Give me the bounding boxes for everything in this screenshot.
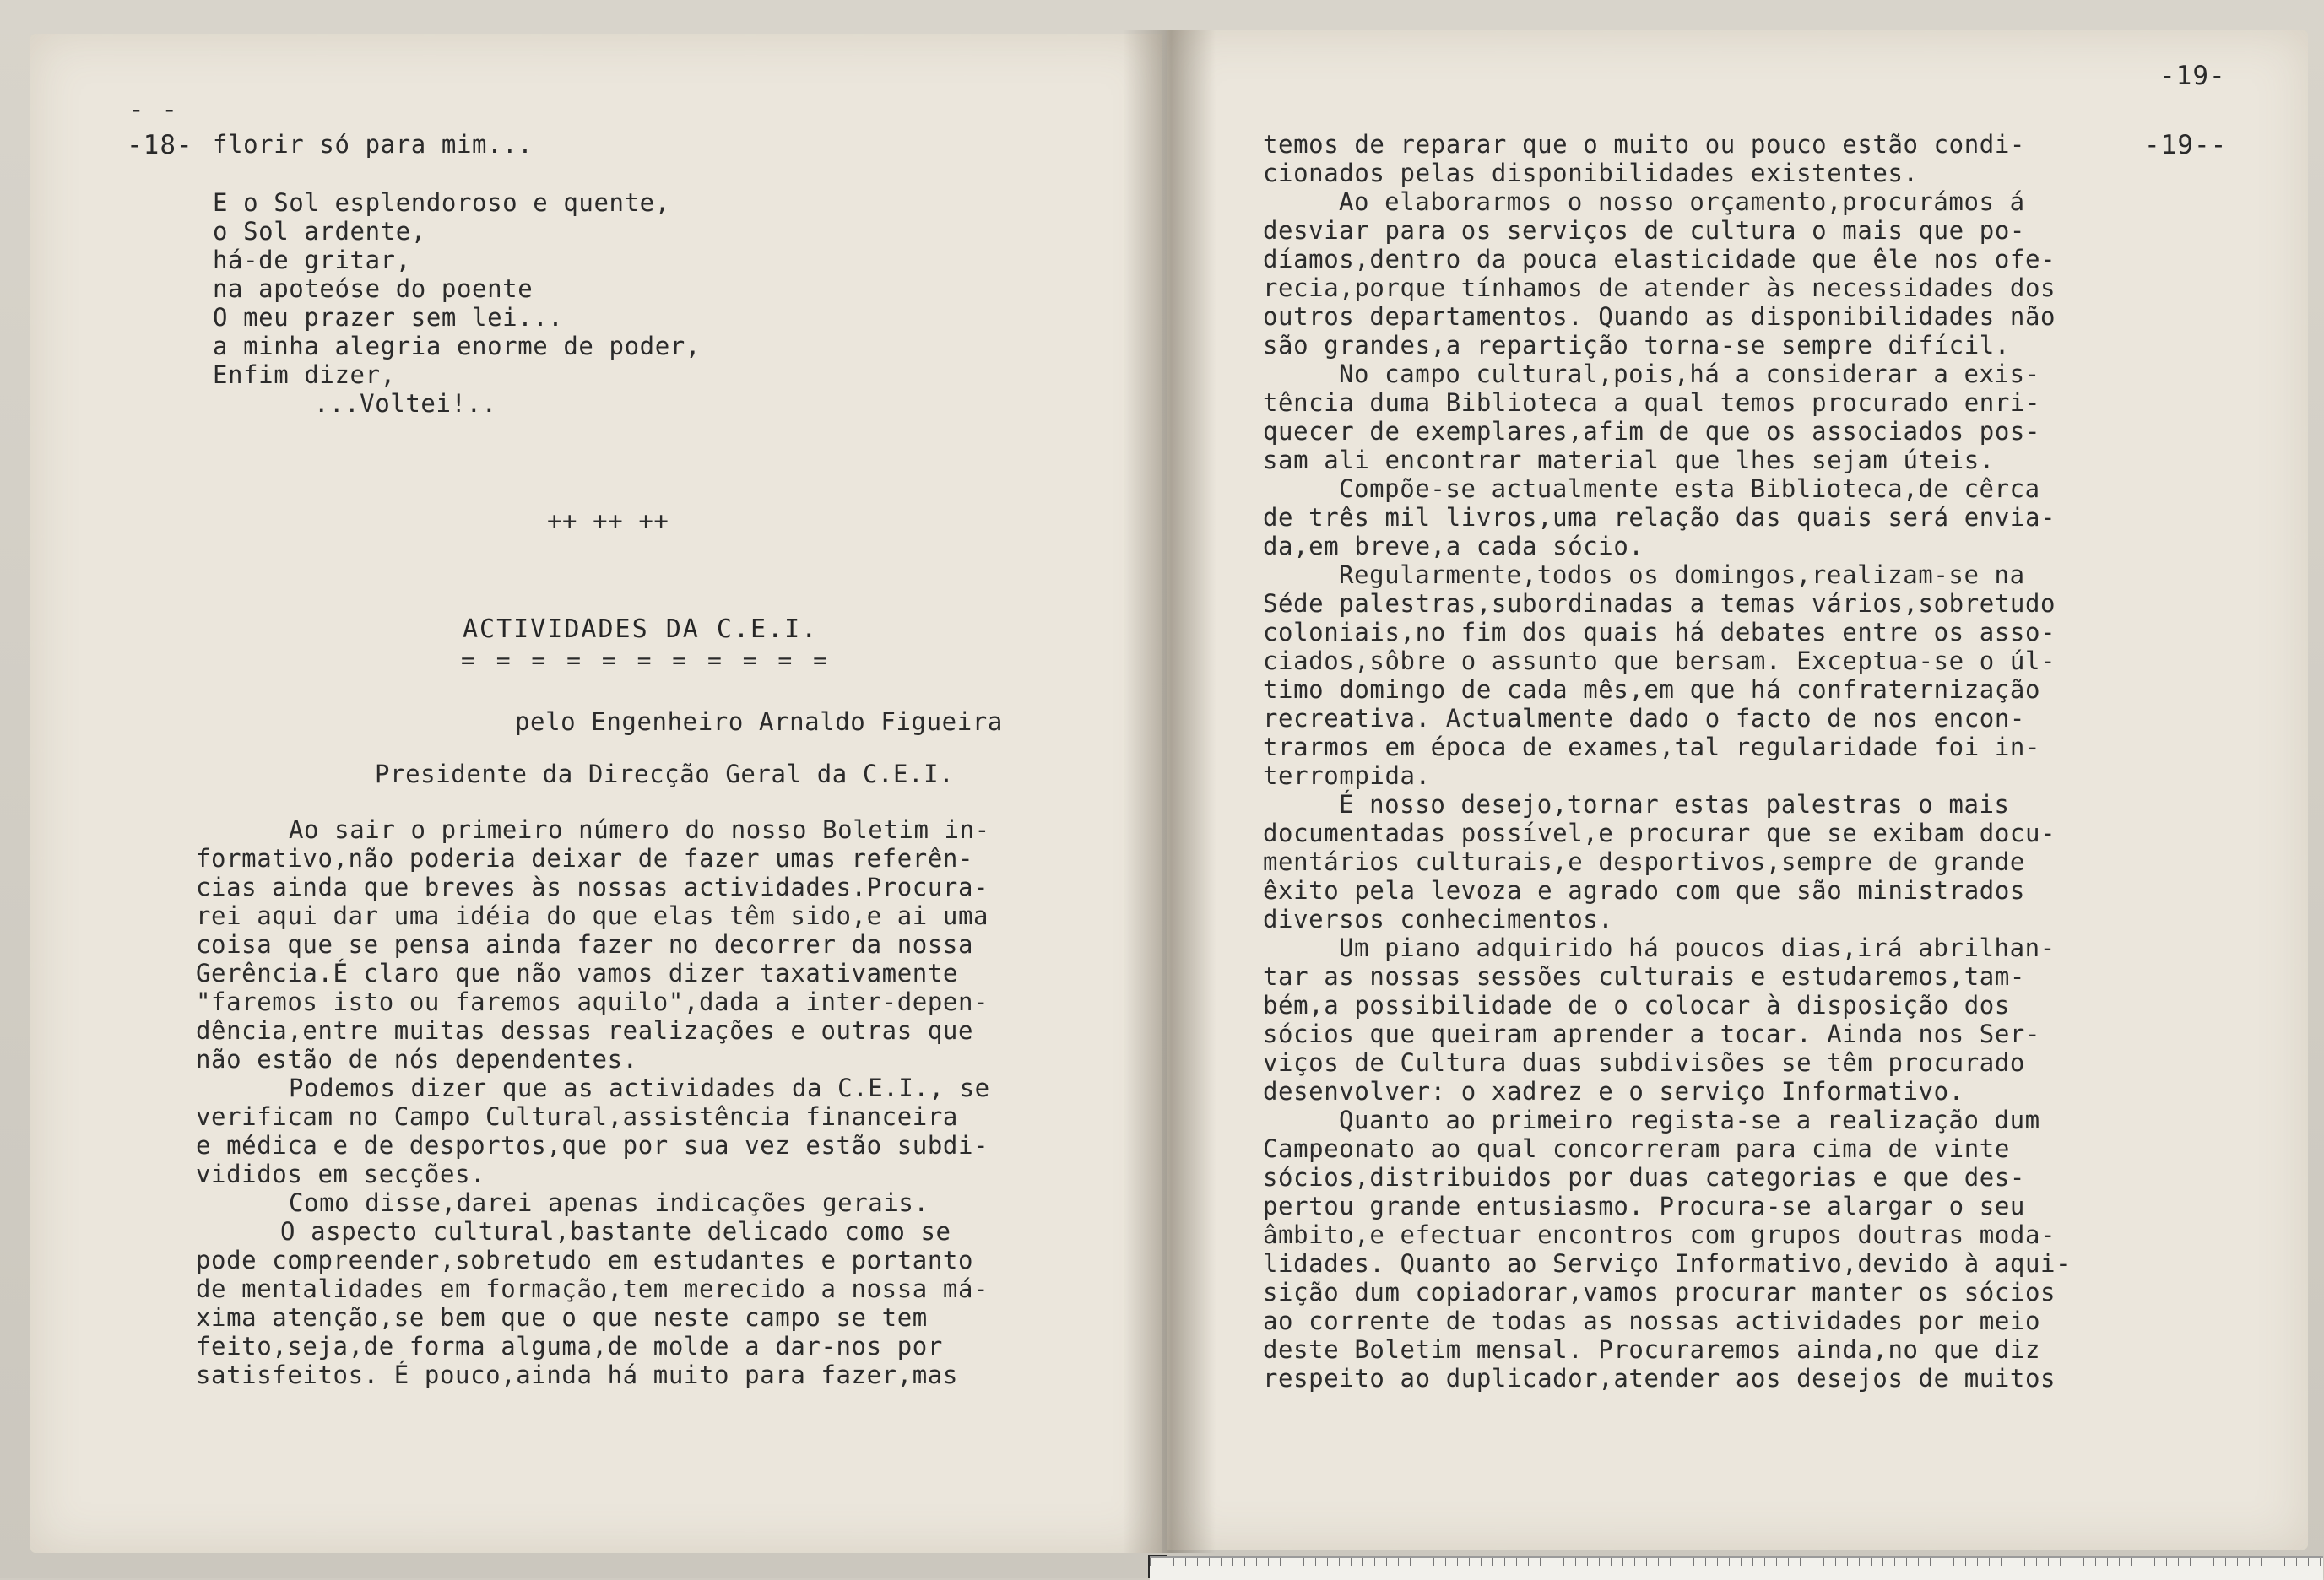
- text-line: verificam no Campo Cultural,assistência financeira: [196, 1102, 958, 1131]
- text-line: xima atenção,se bem que o que neste campo se tem: [196, 1303, 928, 1332]
- text-line: Um piano adquirido há poucos dias,irá abrilhan-: [1339, 933, 2056, 962]
- text-line: documentadas possível,e procurar que se exibam docu-: [1263, 819, 2056, 847]
- poem-line: Enfim dizer,: [213, 360, 396, 389]
- text-line: Podemos dizer que as actividades da C.E.I., se: [289, 1074, 990, 1102]
- text-line: sócios que queiram aprender a tocar. Ainda nos Ser-: [1263, 1020, 2041, 1048]
- title-underline: = = = = = = = = = = =: [461, 647, 832, 674]
- text-line: pertou grande entusiasmo. Procura-se alargar o seu: [1263, 1192, 2025, 1220]
- text-line: quecer de exemplares,afim de que os associados pos-: [1263, 417, 2041, 446]
- text-line: tar as nossas sessões culturais e estudaremos,tam-: [1263, 962, 2025, 991]
- text-line: coisa que se pensa ainda fazer no decorrer da nossa: [196, 930, 974, 959]
- poem-line: florir só para mim...: [213, 130, 534, 159]
- text-line: recia,porque tínhamos de atender às necessidades dos: [1263, 273, 2056, 302]
- poem-line: na apoteóse do poente: [213, 274, 534, 303]
- text-line: coloniais,no fim dos quais há debates entre os asso-: [1263, 618, 2056, 647]
- text-line: "faremos isto ou faremos aquilo",dada a inter-depen-: [196, 988, 989, 1016]
- text-line: mentários culturais,e desportivos,sempre de grande: [1263, 847, 2025, 876]
- left-page-number: -18-: [127, 130, 193, 160]
- text-line: são grandes,a repartição torna-se sempre difícil.: [1263, 331, 2010, 360]
- right-page-number: -19--: [2144, 130, 2228, 160]
- text-line: desenvolver: o xadrez e o serviço Informativo.: [1263, 1077, 1964, 1106]
- text-line: e médica e de desportos,que por sua vez estão subdi-: [196, 1131, 989, 1160]
- text-line: feito,seja,de forma alguma,de molde a dar-nos por: [196, 1332, 943, 1361]
- text-line: O aspecto cultural,bastante delicado como se: [280, 1217, 951, 1246]
- text-line: sição dum copiadorar,vamos procurar manter os sócios: [1263, 1278, 2056, 1307]
- text-line: deste Boletim mensal. Procuraremos ainda,no que diz: [1263, 1335, 2041, 1364]
- text-line: não estão de nós dependentes.: [196, 1045, 638, 1074]
- poem-line: ...Voltei!..: [314, 389, 497, 418]
- text-line: êxito pela levoza e agrado com que são ministrados: [1263, 876, 2025, 905]
- text-line: rei aqui dar uma idéia do que elas têm sido,e ai uma: [196, 901, 989, 930]
- text-line: de mentalidades em formação,tem merecido a nossa má-: [196, 1274, 989, 1303]
- article-title: ACTIVIDADES DA C.E.I.: [463, 614, 819, 644]
- text-line: formativo,não poderia deixar de fazer umas referên-: [196, 844, 974, 873]
- text-line: dência,entre muitas dessas realizações e outras que: [196, 1016, 974, 1045]
- text-line: cias ainda que breves às nossas actividades.Procura-: [196, 873, 989, 901]
- text-line: Ao sair o primeiro número do nosso Boletim in-: [289, 815, 990, 844]
- scale-ruler: [1150, 1556, 2323, 1580]
- poem-line: a minha alegria enorme de poder,: [213, 332, 701, 360]
- text-line: Quanto ao primeiro regista-se a realização dum: [1339, 1106, 2040, 1134]
- text-line: ao corrente de todas as nossas actividades por meio: [1263, 1307, 2041, 1335]
- text-line: âmbito,e efectuar encontros com grupos doutras moda-: [1263, 1220, 2056, 1249]
- article-author: pelo Engenheiro Arnaldo Figueira: [515, 707, 1003, 736]
- text-line: da,em breve,a cada sócio.: [1263, 532, 1644, 560]
- text-line: respeito ao duplicador,atender aos desejos de muitos: [1263, 1364, 2056, 1393]
- left-page-number-marks: - -: [128, 95, 178, 125]
- poem-line: O meu prazer sem lei...: [213, 303, 564, 332]
- right-page-number-top: -19-: [2159, 61, 2226, 91]
- text-line: lidades. Quanto ao Serviço Informativo,devido à aqui-: [1263, 1249, 2072, 1278]
- book-gutter: [1123, 30, 1216, 1553]
- text-line: tência duma Biblioteca a qual temos procurado enri-: [1263, 388, 2041, 417]
- text-line: satisfeitos. É pouco,ainda há muito para fazer,mas: [196, 1361, 958, 1389]
- text-line: vididos em secções.: [196, 1160, 486, 1188]
- author-role: Presidente da Direcção Geral da C.E.I.: [375, 760, 955, 788]
- text-line: desviar para os serviços de cultura o mais que po-: [1263, 216, 2025, 245]
- text-line: temos de reparar que o muito ou pouco estão condi-: [1263, 130, 2025, 159]
- text-line: terrompida.: [1263, 761, 1431, 790]
- poem-line: E o Sol esplendoroso e quente,: [213, 188, 670, 217]
- text-line: ciados,sôbre o assunto que bersam. Exceptua-se o úl-: [1263, 647, 2056, 675]
- text-line: recreativa. Actualmente dado o facto de nos encon-: [1263, 704, 2025, 733]
- text-line: Como disse,darei apenas indicações gerais.: [289, 1188, 929, 1217]
- poem-line: o Sol ardente,: [213, 217, 426, 246]
- poem-line: há-de gritar,: [213, 246, 411, 274]
- text-line: É nosso desejo,tornar estas palestras o mais: [1339, 790, 2010, 819]
- section-separator: ++ ++ ++: [547, 506, 669, 535]
- text-line: pode compreender,sobretudo em estudantes e portanto: [196, 1246, 974, 1274]
- text-line: bém,a possibilidade de o colocar à disposição dos: [1263, 991, 2010, 1020]
- text-line: timo domingo de cada mês,em que há confraternização: [1263, 675, 2041, 704]
- text-line: diversos conhecimentos.: [1263, 905, 1614, 933]
- text-line: sam ali encontrar material que lhes sejam úteis.: [1263, 446, 1995, 474]
- text-line: sócios,distribuidos por duas categorias e que des-: [1263, 1163, 2025, 1192]
- text-line: viços de Cultura duas subdivisões se têm procurado: [1263, 1048, 2025, 1077]
- text-line: Ao elaborarmos o nosso orçamento,procurámos á: [1339, 187, 2025, 216]
- text-line: No campo cultural,pois,há a considerar a exis-: [1339, 360, 2040, 388]
- text-line: de três mil livros,uma relação das quais será envia-: [1263, 503, 2056, 532]
- text-line: Regularmente,todos os domingos,realizam-se na: [1339, 560, 2025, 589]
- text-line: Campeonato ao qual concorreram para cima de vinte: [1263, 1134, 2010, 1163]
- text-line: díamos,dentro da pouca elasticidade que êle nos ofe-: [1263, 245, 2056, 273]
- text-line: Compõe-se actualmente esta Biblioteca,de cêrca: [1339, 474, 2040, 503]
- text-line: outros departamentos. Quando as disponibilidades não: [1263, 302, 2056, 331]
- text-line: Gerência.É claro que não vamos dizer taxativamente: [196, 959, 958, 988]
- text-line: Séde palestras,subordinadas a temas vários,sobretudo: [1263, 589, 2056, 618]
- text-line: trarmos em época de exames,tal regularidade foi in-: [1263, 733, 2041, 761]
- text-line: cionados pelas disponibilidades existentes.: [1263, 159, 1919, 187]
